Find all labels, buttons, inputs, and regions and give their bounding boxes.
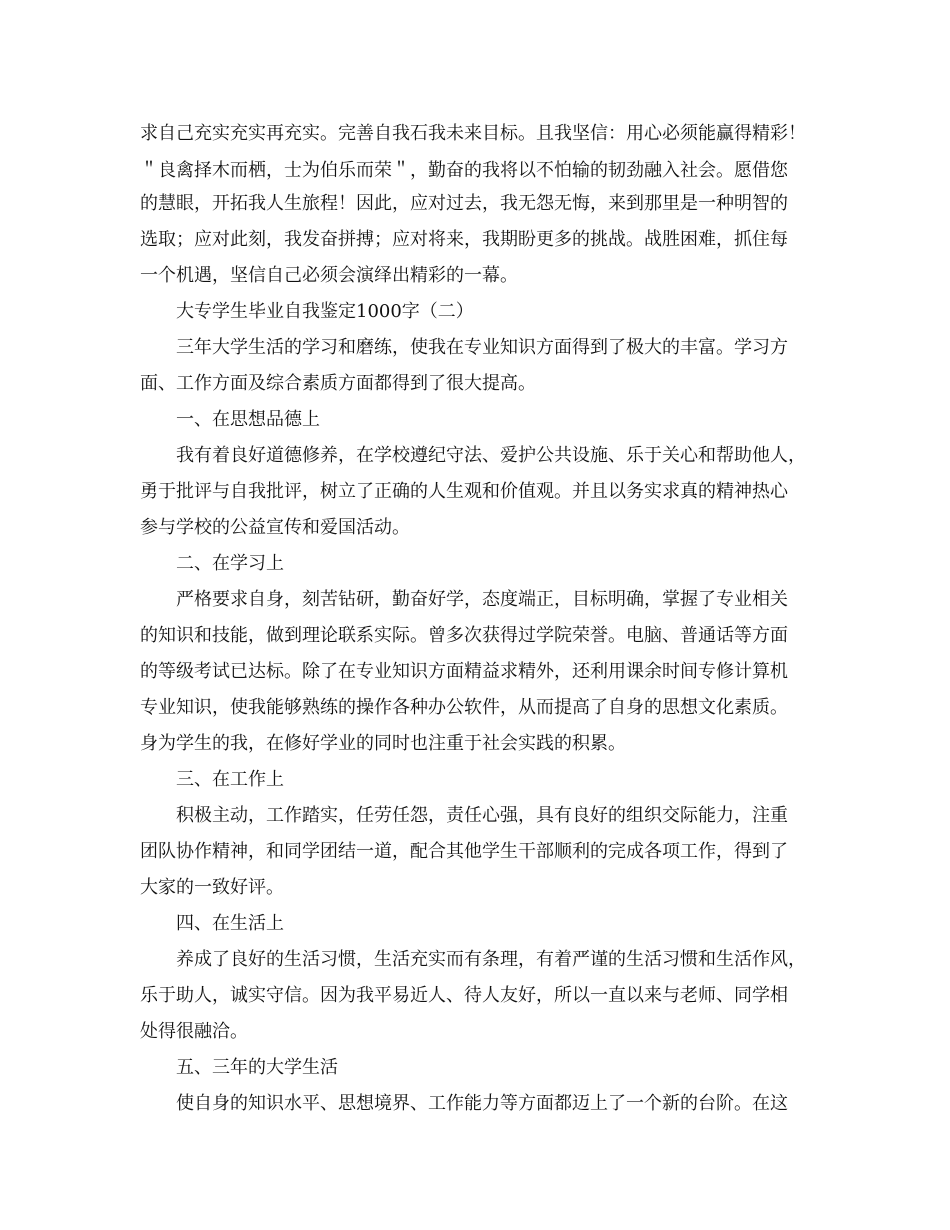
- body-text-line: 一个机遇，坚信自己必须会演绎出精彩的一幕。: [140, 265, 518, 286]
- body-text-line: 身为学生的我，在修好学业的同时也注重于社会实践的积累。: [140, 733, 626, 754]
- section-title: 大专学生毕业自我鉴定1000字（二）: [176, 301, 474, 322]
- body-text-line: ＂良禽择木而栖，士为伯乐而荣＂，勤奋的我将以不怕输的韧劲融入社会。愿借您: [140, 160, 788, 181]
- section-heading: 五、三年的大学生活: [176, 1057, 338, 1078]
- section-heading: 二、在学习上: [176, 553, 284, 574]
- body-text-line: 参与学校的公益宣传和爱国活动。: [140, 517, 410, 538]
- body-text-line: 养成了良好的生活习惯，生活充实而有条理，有着严谨的生活习惯和生活作风，: [176, 949, 806, 970]
- body-text-line: 选取；应对此刻，我发奋拼搏；应对将来，我期盼更多的挑战。战胜困难，抓住每: [140, 229, 788, 250]
- body-text-line: 处得很融洽。: [140, 1021, 248, 1042]
- section-heading: 一、在思想品德上: [176, 409, 320, 430]
- body-text-line: 大家的一致好评。: [140, 877, 284, 898]
- body-text-line: 三年大学生活的学习和磨练，使我在专业知识方面得到了极大的丰富。学习方: [176, 337, 788, 358]
- section-heading: 三、在工作上: [176, 769, 284, 790]
- body-text-line: 我有着良好道德修养，在学校遵纪守法、爱护公共设施、乐于关心和帮助他人，: [176, 445, 806, 466]
- body-text-line: 的等级考试已达标。除了在专业知识方面精益求精外，还利用课余时间专修计算机: [140, 661, 788, 682]
- body-text-line: 的知识和技能，做到理论联系实际。曾多次获得过学院荣誉。电脑、普通话等方面: [140, 625, 788, 646]
- body-text-line: 专业知识，使我能够熟练的操作各种办公软件，从而提高了自身的思想文化素质。: [140, 697, 788, 718]
- body-text-line: 面、工作方面及综合素质方面都得到了很大提高。: [140, 373, 536, 394]
- body-text-line: 乐于助人，诚实守信。因为我平易近人、待人友好，所以一直以来与老师、同学相: [140, 985, 788, 1006]
- body-text-line: 积极主动，工作踏实，任劳任怨，责任心强，具有良好的组织交际能力，注重: [176, 805, 788, 826]
- body-text-line: 求自己充实充实再充实。完善自我石我未来目标。且我坚信：用心必须能赢得精彩！: [140, 123, 806, 144]
- body-text-line: 勇于批评与自我批评，树立了正确的人生观和价值观。并且以务实求真的精神热心: [140, 481, 788, 502]
- body-text-line: 使自身的知识水平、思想境界、工作能力等方面都迈上了一个新的台阶。在这: [176, 1093, 788, 1114]
- section-heading: 四、在生活上: [176, 913, 284, 934]
- body-text-line: 团队协作精神，和同学团结一道，配合其他学生干部顺利的完成各项工作，得到了: [140, 841, 788, 862]
- body-text-line: 严格要求自身，刻苦钻研，勤奋好学，态度端正，目标明确，掌握了专业相关: [176, 589, 788, 610]
- body-text-line: 的慧眼，开拓我人生旅程！因此，应对过去，我无怨无悔，来到那里是一种明智的: [140, 193, 788, 214]
